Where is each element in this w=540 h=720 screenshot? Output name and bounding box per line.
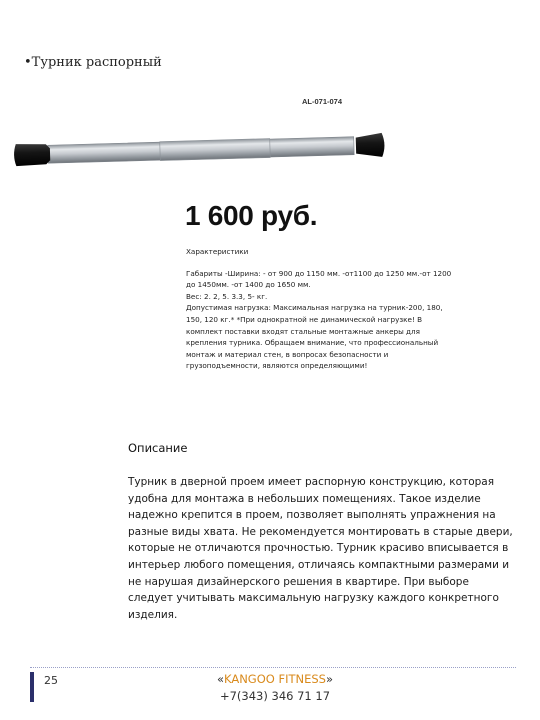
description-text: Турник в дверной проем имеет распорную конструкцию, которая удобна для монтажа в небольших помещениях. Такое изделие надежно крепится в проем, позволяет выполнять упражнения на разные виды хвата. Не рекомендуется монтировать в старые двери, которые не отличаются прочностью. Турник красиво вписывается в интерьер любого помещения, отличаясь компактными размерами и не нарушая дизайнерского решения в квартире. При выборе следует учитывать максимальную нагрузку каждого конкретного изделия.: [128, 476, 513, 621]
spec-line: до 1450мм. -от 1400 до 1650 мм.: [186, 280, 311, 290]
brand-name: KANGOO FITNESS: [224, 672, 326, 686]
spec-line: грузоподъемности, являются определяющими!: [186, 361, 368, 371]
footer-accent-bar: [30, 672, 34, 702]
page-number: 25: [44, 674, 58, 687]
product-price: 1 600 руб.: [185, 200, 318, 231]
spec-line: монтаж и материал стен, в вопросах безопасности и: [186, 349, 389, 359]
spec-line: 150, 120 кг.* *При однократной не динамической нагрузке! В: [186, 314, 423, 324]
specifications-block: [186, 246, 476, 372]
footer-divider: [30, 667, 516, 668]
phone-number: +7(343) 346 71 17: [219, 689, 331, 703]
footer-brand: [130, 671, 420, 705]
spec-line: Вес: 2. 2, 5. 3.3, 5- кг.: [186, 291, 268, 301]
brand-quote-open: «: [216, 672, 224, 686]
spec-line: комплект поставки входят стальные монтажные анкеры для: [186, 326, 420, 336]
description-heading: Описание: [128, 441, 188, 455]
product-sku: AL-071-074: [302, 97, 343, 106]
brand-quote-close: »: [325, 672, 334, 686]
pull-up-bar-image: [10, 132, 390, 168]
spec-line: крепления турника. Обращаем внимание, что профессиональный: [186, 338, 439, 348]
spec-line: Допустимая нагрузка: Максимальная нагрузка на турник-200, 180,: [186, 303, 443, 313]
page-title: •Турник распорный: [24, 55, 162, 70]
spec-line: Габариты -Ширина: - от 900 до 1150 мм. -от1100 до 1250 мм.-от 1200: [186, 268, 452, 278]
specs-heading: Характеристики: [186, 247, 249, 256]
brand-line: [130, 671, 420, 688]
